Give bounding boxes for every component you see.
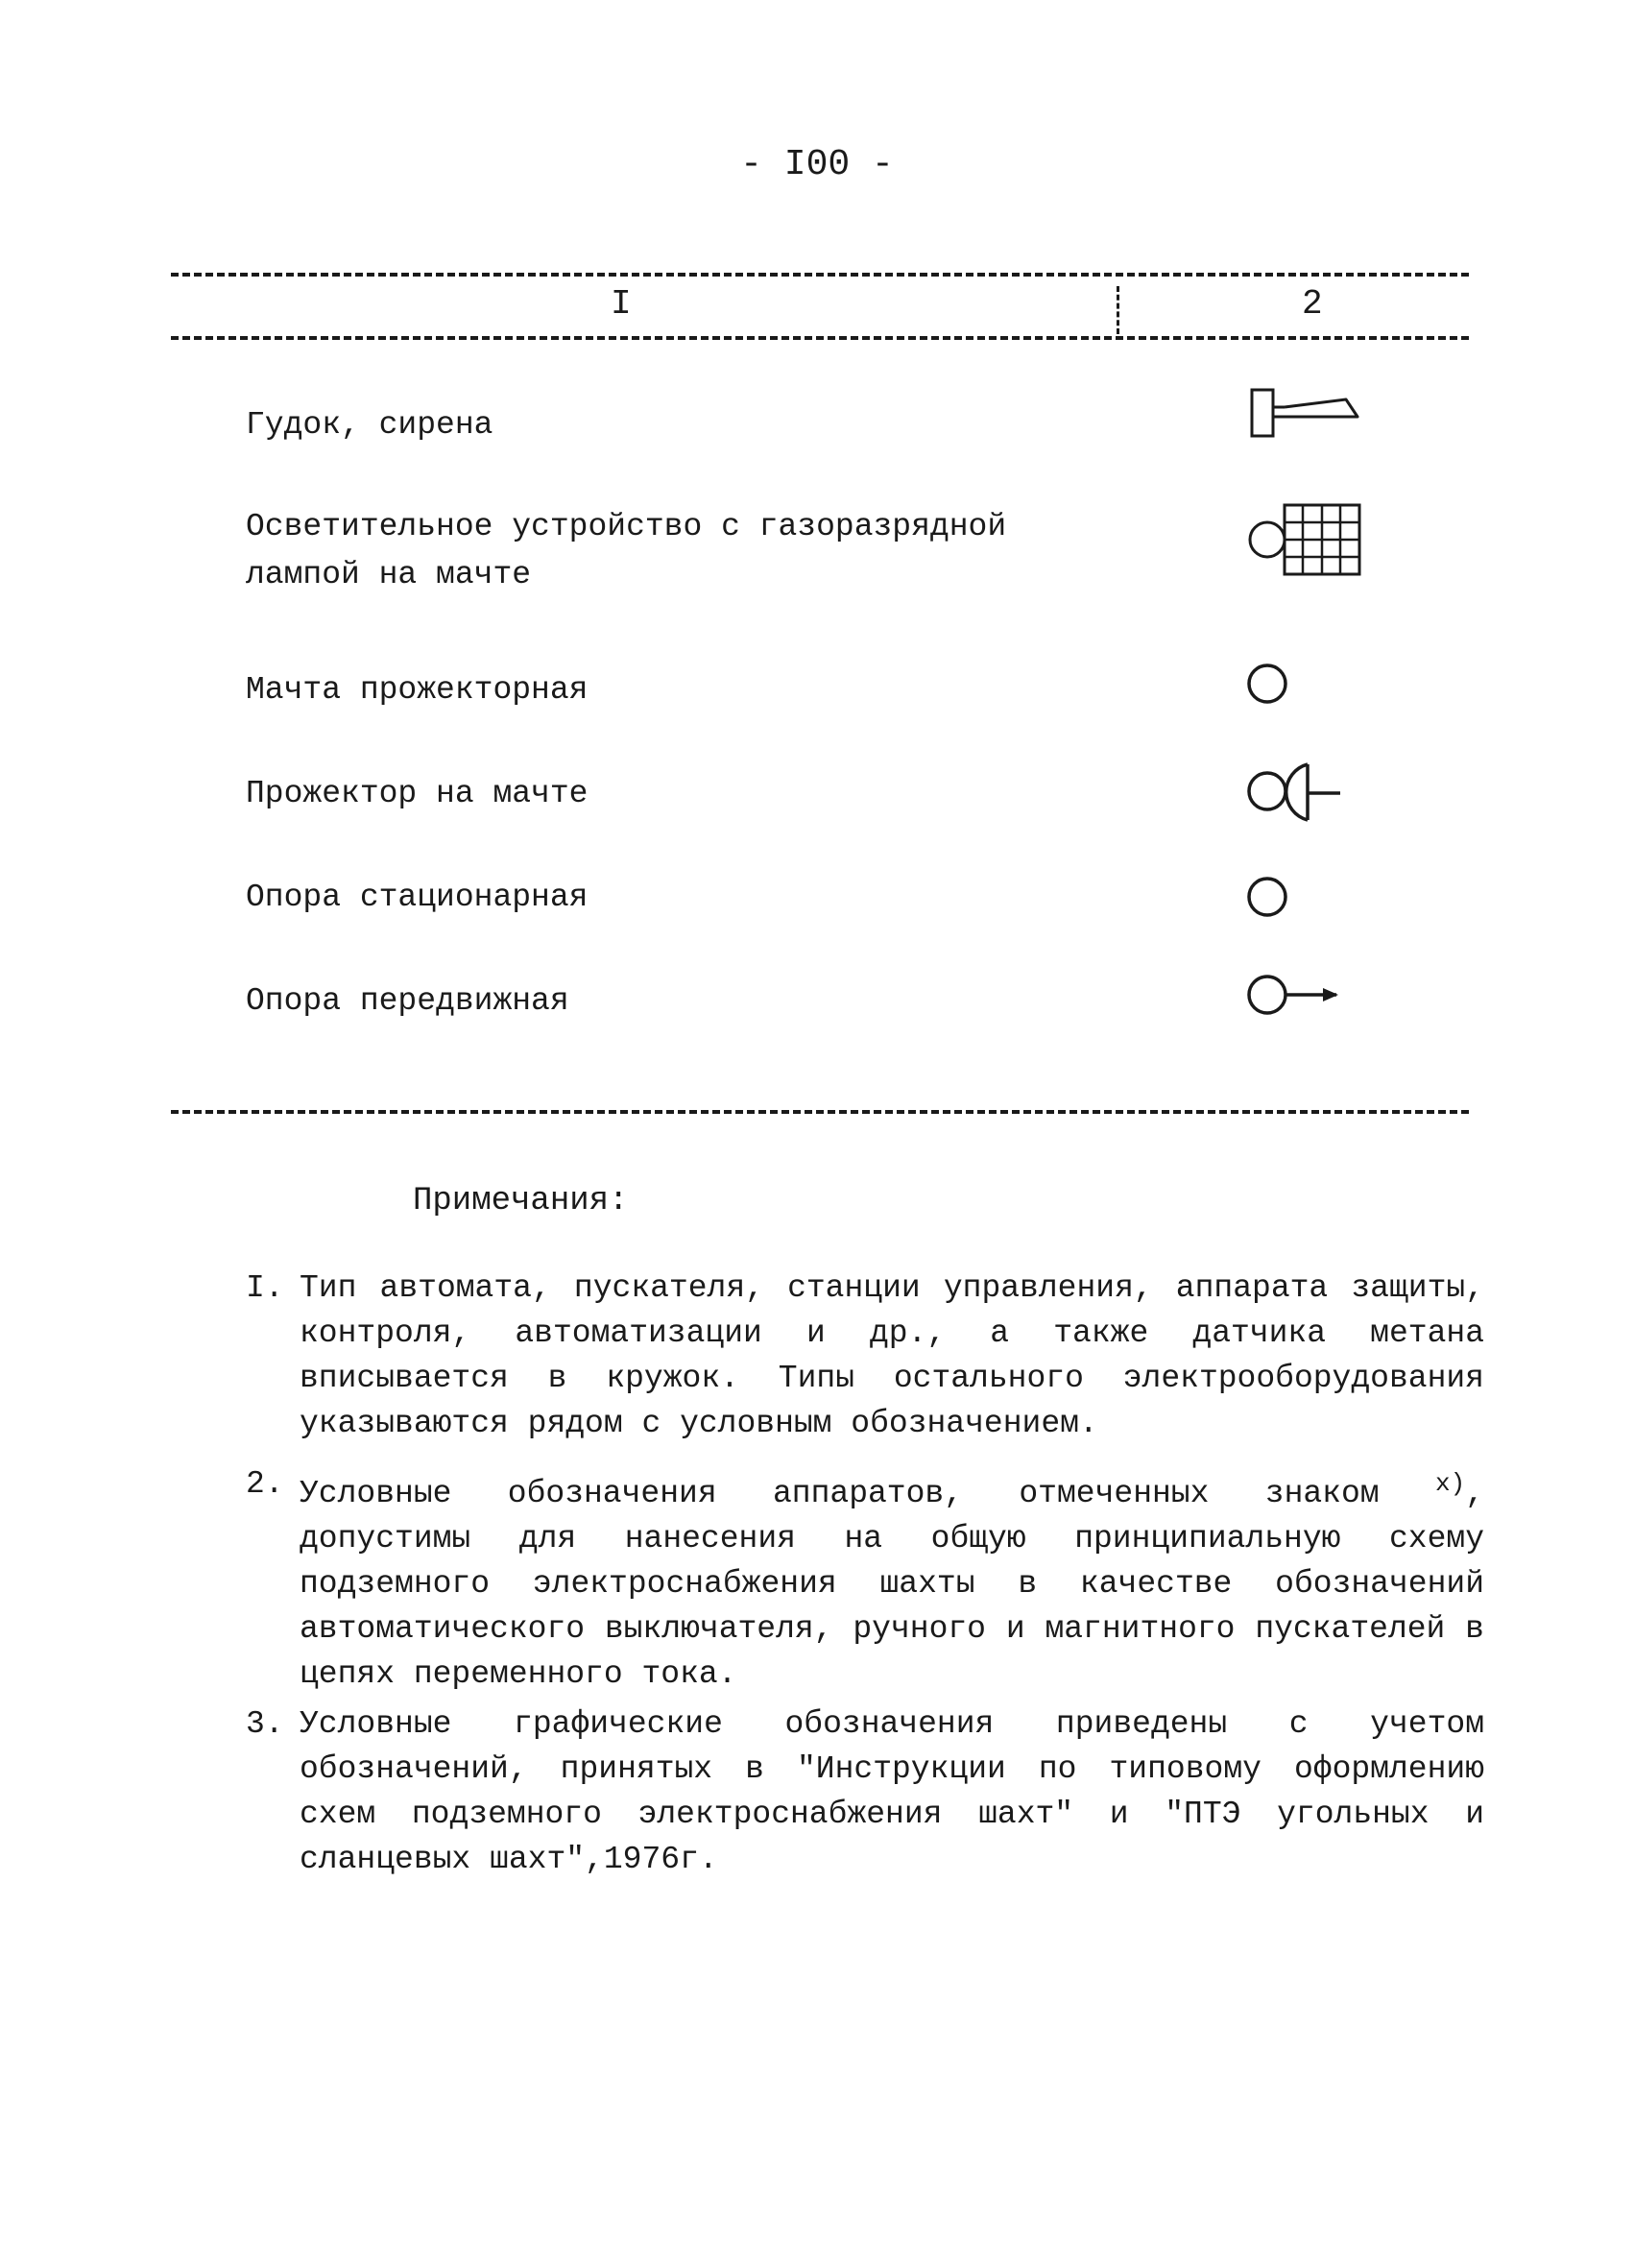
page-number: - I00 -: [740, 144, 894, 185]
note-item-1: [246, 1266, 1484, 1446]
row-label-searchlight-on-mast: Прожектор на мачте: [246, 776, 589, 811]
row-label-searchlight-mast: Мачта прожекторная: [246, 672, 589, 708]
horn-siren-icon: [1250, 384, 1365, 442]
note-number: 3.: [246, 1706, 284, 1742]
row-label-mobile-support: Опора передвижная: [246, 983, 569, 1019]
note-item-2: [246, 1461, 1484, 1697]
note-item-3: [246, 1701, 1484, 1882]
column-header-1: I: [611, 284, 632, 324]
table-top-rule: [171, 273, 1469, 277]
notes-title: Примечания:: [413, 1183, 629, 1219]
note-text: [300, 1461, 1484, 1697]
row-label-stationary-support: Опора стационарная: [246, 880, 589, 915]
stationary-support-icon: [1244, 874, 1292, 922]
table-bottom-rule: [171, 1110, 1469, 1114]
footnote-marker: х): [1434, 1469, 1466, 1498]
note-text-before: Условные обозначения аппаратов, отмеченных знаком: [300, 1476, 1435, 1511]
searchlight-mast-icon: [1244, 661, 1292, 709]
row-label-horn: Гудок, сирена: [246, 407, 493, 443]
column-header-2: 2: [1302, 284, 1323, 324]
row-label-discharge-lamp: Осветительное устройство с газоразрядной лампой на мачте: [246, 509, 1007, 592]
mobile-support-icon: [1244, 970, 1350, 1020]
note-number: I.: [246, 1270, 284, 1306]
searchlight-on-mast-icon: [1244, 759, 1350, 828]
column-separator: [1117, 286, 1119, 334]
discharge-lamp-mast-icon: [1246, 499, 1371, 580]
note-text: Условные графические обозначения приведены с учетом обозначений, принятых в "Инструкции по типовому оформлению схем подземного электроснабжения шахт" и "ПТЭ угольных и сланцевых шахт",1976г.: [300, 1706, 1484, 1877]
note-number: 2.: [246, 1466, 284, 1502]
table-header-rule: [171, 336, 1469, 340]
note-text-after: , допустимы для нанесения на общую принципиальную схему подземного электроснабжения шахты в качестве обозначений автоматического выключателя, ручного и магнитного пускателей в цепях переменного тока.: [300, 1476, 1484, 1692]
note-text: Тип автомата, пускателя, станции управления, аппарата защиты, контроля, автоматизации и др., а также датчика метана вписывается в кружок. Типы остального электрооборудования указываются рядом с условным обозначением.: [300, 1270, 1484, 1441]
